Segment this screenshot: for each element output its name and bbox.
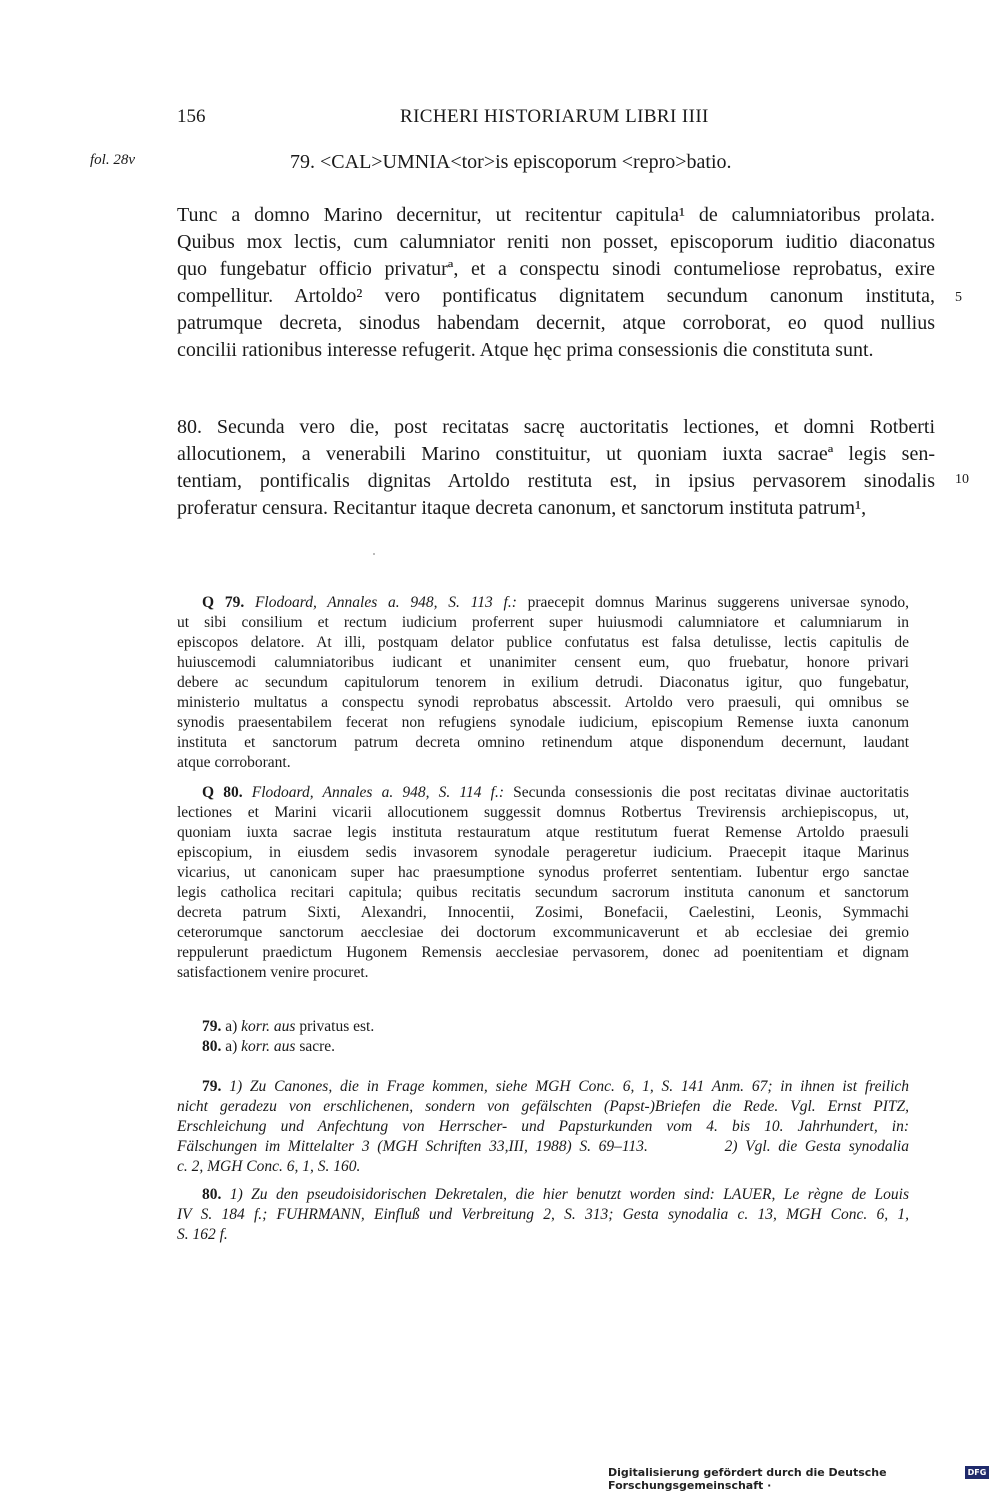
dfg-logo: DFG [965,1466,989,1479]
running-title: RICHERI HISTORIARUM LIBRI IIII [400,106,709,127]
source-line: vicarius, ut canonicam super hac praesumptione synodus proferret sententiam. Iubentur ergo sanctae [177,864,909,881]
footnote-line: S. 162 f. [177,1226,228,1243]
apparatus-number: 80. [202,1038,222,1055]
footnote-label: 79. [202,1078,222,1095]
source-line: huiuscemodi calumniatoribus iudicant et unanimiter censent eum, quo fruebatur, honore privari [177,654,909,671]
footnotes-79 [177,1077,909,1177]
footnote-text: 1) Zu Canones, die in Frage kommen, siehe MGH Conc. 6, 1, S. 141 Anm. 67; in ihnen ist freilich [229,1078,910,1095]
source-line: debere ac secundum capitulorum tenorem in exilium detrudi. Diaconatus igitur, quo fungebatur, [177,674,909,691]
apparatus-text: sacre. [299,1038,336,1055]
footnote-line [177,1077,909,1097]
apparatus-text: privatus est. [299,1018,375,1035]
text-line: compellitur. Artoldo² vero pontificatus dignitatem secundum canonum instituta, [177,285,935,307]
apparatus-letter: a) [225,1018,238,1035]
text-line: Quibus mox lectis, cum calumniator reniti non posset, episcoporum iuditio diaconatus [177,231,935,253]
source-label: Q 80. [202,784,243,801]
text-line: Tunc a domno Marino decernitur, ut recitentur capitula¹ de calumniatoribus prolata. [177,204,935,226]
chapter-79-body [177,202,935,364]
source-line: ceterorumque sanctorum aecclesiae dei doctorum excommunicaverunt et ab ecclesiae dei gremio [177,924,909,941]
footnote-line: Erschleichung und Anfechtung von Herrscher- und Papsturkunden vom 4. bis 10. Jahrhundert, in: [177,1118,909,1135]
text-line: 80. Secunda vero die, post recitatas sacrę auctoritatis lectiones, et domni Rotberti [177,416,935,438]
source-q79 [177,593,909,773]
text-line: quo fungebatur officio privaturª, et a conspectu sinodi contumeliose reprobatus, exire [177,258,935,280]
page-number: 156 [177,106,206,127]
source-line: synodis praesentabilem fecerat non refugiens synodale iudicium, episcopium Remense iuxta canonum [177,714,909,731]
source-line [177,783,909,803]
source-text: Secunda consessionis die post recitatas divinae auctoritatis [513,784,909,801]
source-reference: Flodoard, Annales a. 948, S. 113 f.: [254,594,517,611]
footnote-line [177,1185,909,1205]
text-line: proferatur censura. Recitantur itaque decreta canonum, et sanctorum instituta patrum¹, [177,497,867,519]
apparatus-entry [177,1037,909,1057]
footnote-text: 1) Zu den pseudoisidorischen Dekretalen, die hier benutzt worden sind: LAUER, Le règne de Louis [229,1186,909,1203]
folio-marker: fol. 28v [90,152,135,168]
source-line: instituta et sanctorum patrum decreta omnino retinendum atque disponendum decernunt, laudant [177,734,909,751]
apparatus [177,1017,909,1057]
source-line: episcopium, in eiusdem sedis invasorem synodale perageretur iudicium. Praecepit itaque Marinus [177,844,909,861]
source-line: ministerio multatus a conspectu synodi reprobatus abscessit. Artoldo vero praesuli, qui omnibus se [177,694,909,711]
source-line: reppulerunt praedictum Hugonem Remensis aecclesiae pervasorem, donec ad poenitentiam et dignam [177,944,909,961]
source-line: atque corroborant. [177,754,291,771]
footnote-line: nicht geradezu von erschlichenen, sondern von gefälschten (Papst-)Briefen die Rede. Vgl. Ernst PITZ, [177,1098,909,1115]
line-number: 5 [955,290,962,305]
source-line: legis catholica recitari capitula; quibus recitatis secundum sacrorum instituta canonum et sanctorum [177,884,909,901]
digitization-credit: Digitalisierung gefördert durch die Deutsche Forschungsgemeinschaft · [608,1466,887,1492]
text-line: patrumque decreta, sinodus habendam decernit, atque corroborat, eo quod nullius [177,312,935,334]
text-line: tentiam, pontificalis dignitas Artoldo restituta est, in ipsius pervasorem sinodalis [177,470,935,492]
apparatus-note: korr. aus [241,1038,296,1055]
chapter-80-body [177,414,935,522]
source-line: quoniam iuxta sacrae legis instituta restauratum atque restitutum fuerat Remense Artoldo praesuli [177,824,909,841]
apparatus-number: 79. [202,1018,222,1035]
apparatus-letter: a) [225,1038,238,1055]
footnote-label: 80. [202,1186,222,1203]
text-line: concilii rationibus interesse refugerit. Atque hęc prima consessionis die constituta sunt. [177,339,874,361]
source-line: lectiones et Marini vicarii allocutionem suggessit domnus Rotbertus Trevirensis archiepiscopus, ut, [177,804,909,821]
source-line [177,593,909,613]
footnote-line: IV S. 184 f.; FUHRMANN, Einfluß und Verbreitung 2, S. 313; Gesta synodalia c. 13, MGH Conc. 6, 1, [177,1206,909,1223]
line-number: 10 [955,472,969,487]
source-line: ut sibi consilium et rectum iudicium proferrent super huiusmodi calumniatore et calumniarum in [177,614,909,631]
source-line: episcopos delatore. At illi, postquam delator publice confutatus est falsa detulisse, lectis capitulis de [177,634,909,651]
source-label: Q 79. [202,594,245,611]
apparatus-note: korr. aus [241,1018,296,1035]
footnote-line: Fälschungen im Mittelalter 3 (MGH Schriften 33,III, 1988) S. 69–113. 2) Vgl. die Gesta synodalia [177,1138,909,1155]
chapter-79-title: 79. <CAL>UMNIA<tor>is episcoporum <repro>batio. [290,151,732,173]
footnotes-80 [177,1185,909,1245]
source-text: praecepit domnus Marinus suggerens universae synodo, [527,594,909,611]
footnote-line: c. 2, MGH Conc. 6, 1, S. 160. [177,1158,361,1175]
text-line: allocutionem, a venerabili Marino constituitur, ut quoniam iuxta sacraeª legis sen- [177,443,935,465]
source-q80 [177,783,909,983]
source-reference: Flodoard, Annales a. 948, S. 114 f.: [251,784,505,801]
scan-speck [373,553,375,555]
apparatus-entry [177,1017,909,1037]
source-line: satisfactionem venire procuret. [177,964,369,981]
source-line: decreta patrum Sixti, Alexandri, Innocentii, Zosimi, Bonefacii, Caelestini, Leonis, Symmachi [177,904,909,921]
